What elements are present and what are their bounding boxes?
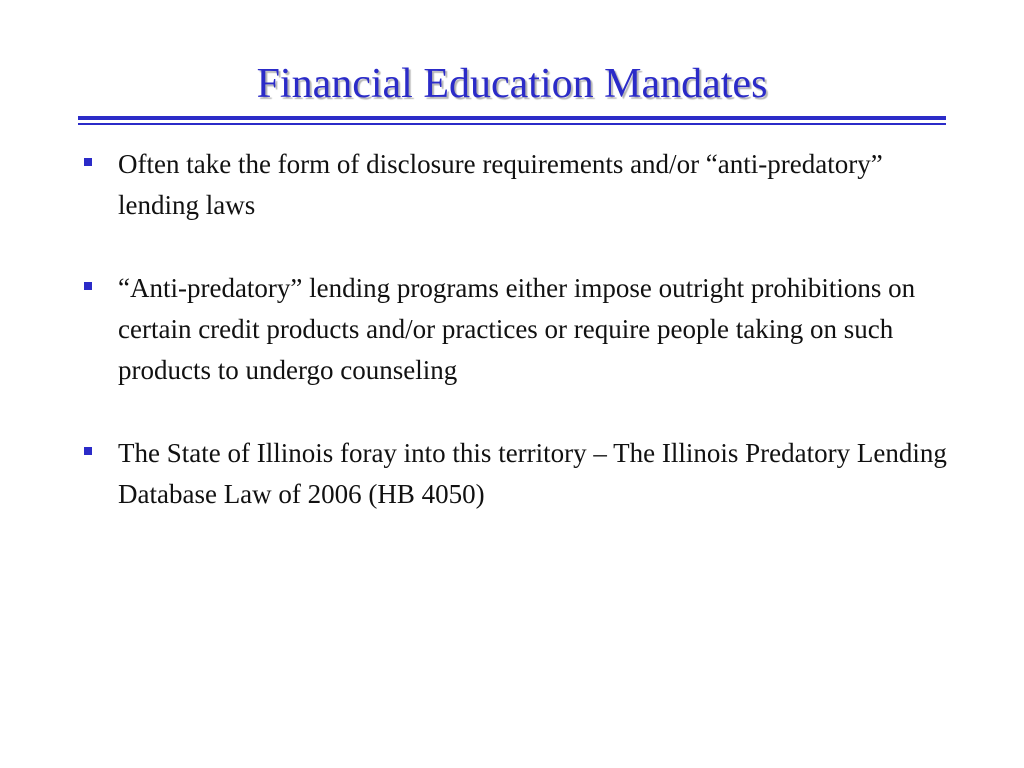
bullet-item [0,268,948,391]
square-bullet-icon [84,282,92,290]
bullet-text: The State of Illinois foray into this territory – The Illinois Predatory Lending Database Law of 2006 (HB 4050) [118,438,947,509]
bullet-text: Often take the form of disclosure requirements and/or “anti-predatory” lending laws [118,149,883,220]
square-bullet-icon [84,158,92,166]
bullet-list [0,144,1024,557]
square-bullet-icon [84,447,92,455]
bullet-item [0,433,948,515]
slide-title: Financial Education Mandates [256,61,768,107]
title-underline-thick [78,116,946,120]
title-underline-thin [78,123,946,125]
bullet-text: “Anti-predatory” lending programs either impose outright prohibitions on certain credit products and/or practices or require people taking on such products to undergo counseling [118,273,916,385]
bullet-item [0,144,948,226]
